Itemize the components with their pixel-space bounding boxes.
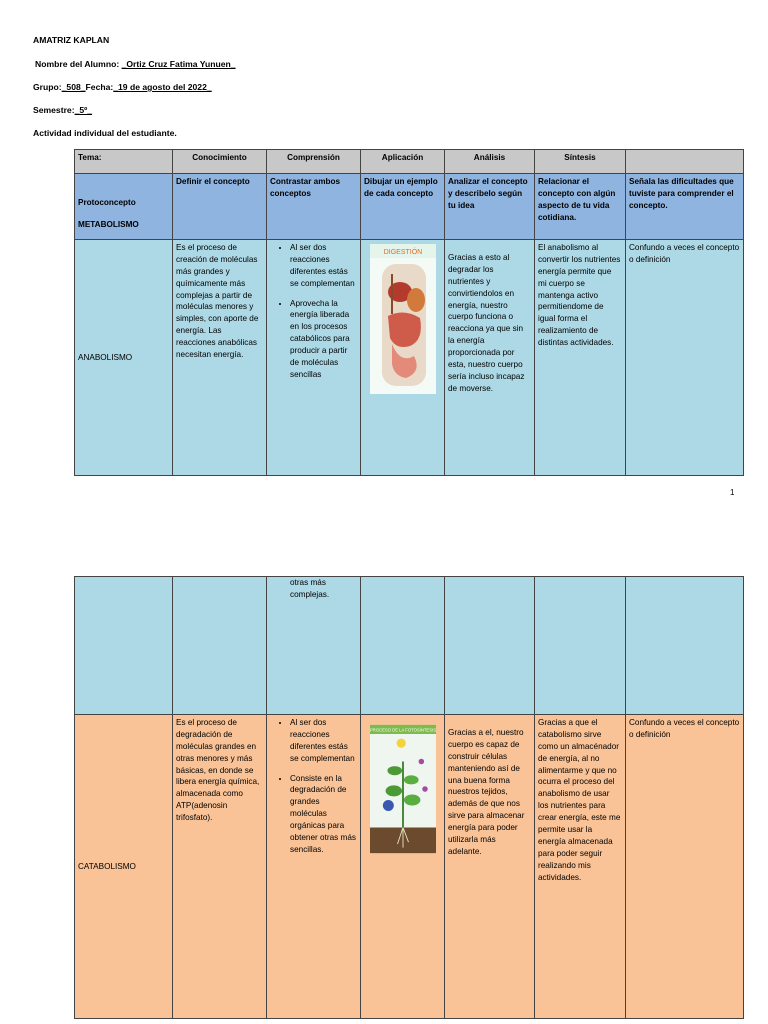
student-name-value: _Ortiz Cruz Fatima Yunuen_ xyxy=(121,59,236,69)
activity-line: Actividad individual del estudiante. xyxy=(33,128,177,138)
photosynthesis-image-title: PROCESO DE LA FOTOSÍNTESIS xyxy=(369,727,436,733)
header-aplicacion: Aplicación xyxy=(361,150,445,174)
group-date-line xyxy=(33,82,212,92)
anabolismo-comparison xyxy=(267,240,361,476)
catabolismo-difficulty: Confundo a veces el concepto o definición xyxy=(626,715,744,1019)
photosynthesis-image xyxy=(370,719,436,859)
anabolismo-bullet-list xyxy=(270,242,357,381)
protoconcepto-label: Protoconcepto xyxy=(78,197,136,207)
header-analisis: Análisis xyxy=(445,150,535,174)
page-number: 1 xyxy=(730,488,735,497)
continuation-blank-2 xyxy=(173,577,267,715)
protoconcepto-row xyxy=(75,174,744,240)
prompt-analisis: Analizar el concepto y describelo según tu idea xyxy=(445,174,535,240)
catabolismo-bullet-1: • Al ser dos reacciones diferentes estás se complementan xyxy=(290,717,357,765)
catabolismo-label: CATABOLISMO xyxy=(75,715,173,1019)
anabolismo-bullet-2-continuation: otras más complejas. xyxy=(267,577,361,715)
semester-label: Semestre: xyxy=(33,105,75,115)
prompt-aplicacion: Dibujar un ejemplo de cada concepto xyxy=(361,174,445,240)
continuation-blank-1 xyxy=(75,577,173,715)
group-value: _508_ xyxy=(61,82,86,92)
header-comprension: Comprensión xyxy=(267,150,361,174)
anabolismo-synthesis: El anabolismo al convertir los nutrientes energía permite que mi cuerpo se mantenga activo permitiendome de igual forma el realizamiento de distintas actividades. xyxy=(535,240,626,476)
document-title: AMATRIZ KAPLAN xyxy=(33,35,110,45)
header-tema: Tema: xyxy=(75,150,173,174)
header-sintesis: Síntesis xyxy=(535,150,626,174)
semester-line xyxy=(33,105,92,115)
header-blank xyxy=(626,150,744,174)
student-name-label: Nombre del Alumno: xyxy=(35,59,122,69)
prompt-dificultades: Señala las dificultades que tuviste para comprender el concepto. xyxy=(626,174,744,240)
protoconcepto-topic: METABOLISMO xyxy=(78,219,139,229)
prompt-conocimiento: Definir el concepto xyxy=(173,174,267,240)
anabolismo-analysis: Gracias a esto al degradar los nutrientes y convirtiendolos en energía, nuestro cuerpo funciona o reacciona ya que sin la energía proporcionada por esta, nuestro cuerpo sería incluso incapaz de moverse. xyxy=(445,240,535,476)
anabolismo-bullet-2: • Aprovecha la energía liberada en los procesos catabólicos para producir a partir de moléculas sencillas xyxy=(290,298,357,381)
kaplan-table-page2 xyxy=(74,576,744,1019)
continuation-blank-6 xyxy=(535,577,626,715)
anabolismo-difficulty: Confundo a veces el concepto o definición xyxy=(626,240,744,476)
digestion-image xyxy=(370,244,436,394)
date-value: _19 de agosto del 2022_ xyxy=(113,82,212,92)
anabolismo-label: ANABOLISMO xyxy=(75,240,173,476)
header-row xyxy=(75,150,744,174)
anabolismo-drawing xyxy=(361,240,445,476)
catabolismo-comparison xyxy=(267,715,361,1019)
catabolismo-bullet-list xyxy=(270,717,357,856)
continuation-blank-4 xyxy=(361,577,445,715)
continuation-blank-5 xyxy=(445,577,535,715)
semester-value: _5º_ xyxy=(74,105,93,115)
digestion-image-title: DIGESTIÓN xyxy=(383,249,422,256)
catabolismo-drawing xyxy=(361,715,445,1019)
anabolismo-definition: Es el proceso de creación de moléculas más grandes y químicamente más complejas a partir de moléculas menores y simples, con aporte de energía. Las reacciones anabólicas necesitan energía. xyxy=(173,240,267,476)
anabolismo-bullet-1: • Al ser dos reacciones diferentes estás se complementan xyxy=(290,242,357,290)
catabolismo-synthesis: Gracias a que el catabolismo sirve como un almacénador de energía, al no alimentarme y que no ocurra el proceso del anabolismo de usar los nutrientes para crear energía, este me permite usar la energía almacenada para poder seguir realizando mis actividades. xyxy=(535,715,626,1019)
catabolismo-bullet-2: • Consiste en la degradación de grandes moléculas orgánicas para obtener otras más sencillas. xyxy=(290,773,357,856)
anabolismo-continuation-row xyxy=(75,577,744,715)
header-conocimiento: Conocimiento xyxy=(173,150,267,174)
anabolismo-row xyxy=(75,240,744,476)
kaplan-table-page1 xyxy=(74,149,744,476)
student-name-line xyxy=(35,59,236,69)
continuation-blank-7 xyxy=(626,577,744,715)
prompt-comprension: Contrastar ambos conceptos xyxy=(267,174,361,240)
catabolismo-analysis: Gracias a el, nuestro cuerpo es capaz de construir células manteniendo así de una buena forma nuestros tejidos, además de que nos sirve para almacenar energía para poder utilizarla más adelante. xyxy=(445,715,535,1019)
catabolismo-definition: Es el proceso de degradación de moléculas grandes en otras menores y más básicas, en donde se libera energía química, almacenada como ATP(adenosin trifosfato). xyxy=(173,715,267,1019)
catabolismo-row xyxy=(75,715,744,1019)
group-label: Grupo: xyxy=(33,82,62,92)
protoconcepto-cell xyxy=(75,174,173,240)
date-label: Fecha: xyxy=(85,82,114,92)
prompt-sintesis: Relacionar el concepto con algún aspecto de tu vida cotidiana. xyxy=(535,174,626,240)
